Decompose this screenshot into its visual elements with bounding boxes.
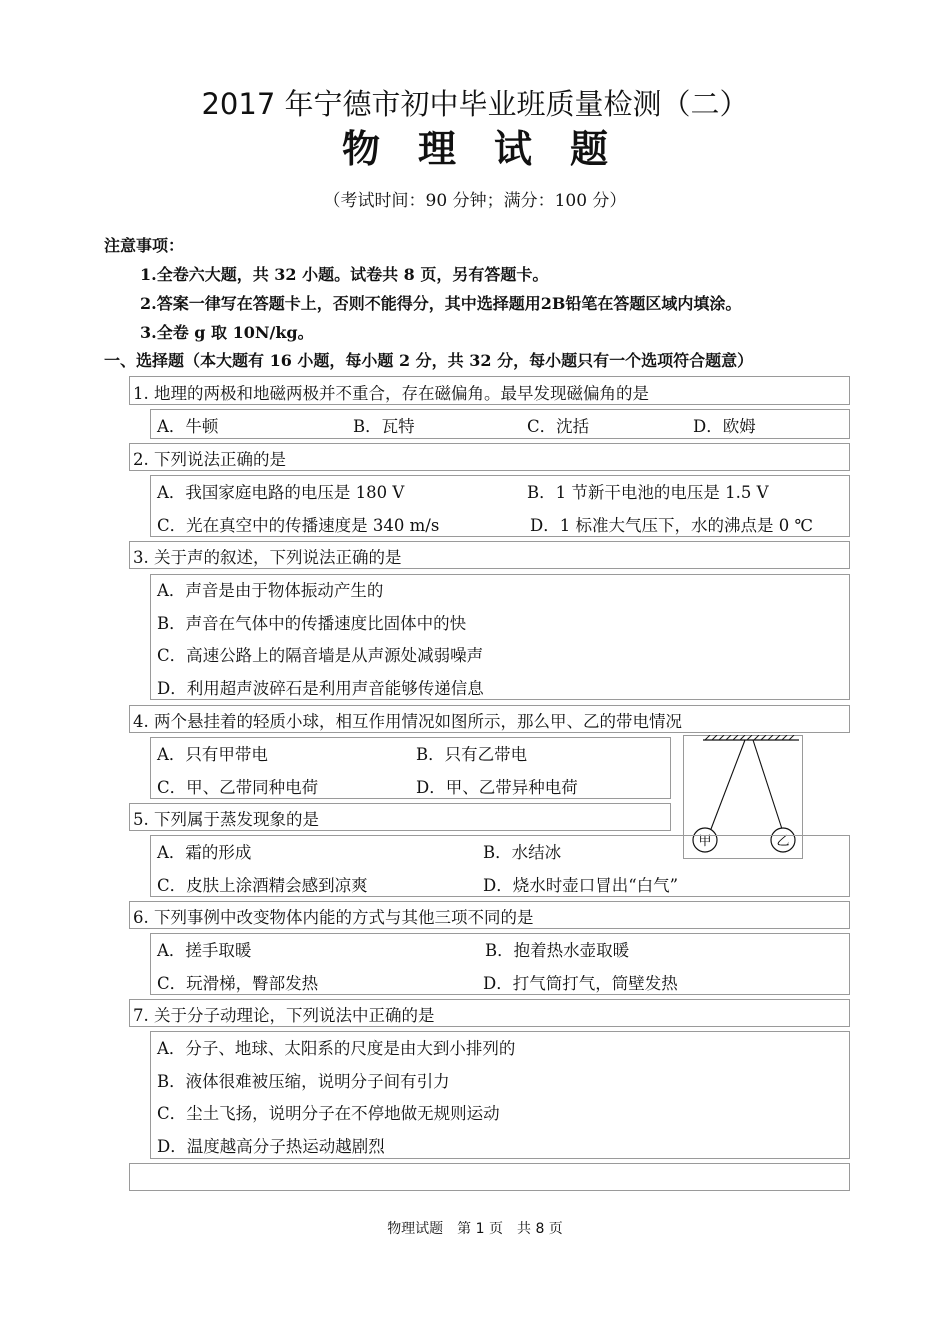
q5-option-d: D．烧水时壶口冒出“白气” <box>483 876 679 895</box>
page-footer: 物理试题 第 1 页 共 8 页 <box>387 1221 563 1237</box>
section-heading: 一、选择题（本大题有 16 小题，每小题 2 分，共 32 分，每小题只有一个选项符合题意） <box>104 351 754 370</box>
q2-option-b: B．1 节新干电池的电压是 1.5 V <box>527 483 769 502</box>
q1-option-b: B．瓦特 <box>353 417 415 436</box>
q7-option-c: C．尘土飞扬，说明分子在不停地做无规则运动 <box>157 1104 500 1123</box>
q1-option-c: C．沈括 <box>527 417 590 436</box>
q6-option-d: D．打气筒打气，筒壁发热 <box>483 974 678 993</box>
q4-option-a: A．只有甲带电 <box>157 745 268 764</box>
question-3-stem: 3. 关于声的叙述，下列说法正确的是 <box>133 548 402 567</box>
exam-title: 2017 年宁德市初中毕业班质量检测（二） <box>201 87 749 121</box>
q3-option-b: B．声音在气体中的传播速度比固体中的快 <box>157 614 467 633</box>
question-7-stem: 7. 关于分子动理论，下列说法中正确的是 <box>133 1006 435 1025</box>
notice-heading: 注意事项： <box>104 236 185 255</box>
question-6-stem: 6. 下列事例中改变物体内能的方式与其他三项不同的是 <box>133 908 534 927</box>
ball-yi-label: 乙 <box>776 834 790 849</box>
q1-option-a: A．牛顿 <box>157 417 219 436</box>
q4-option-c: C．甲、乙带同种电荷 <box>157 778 319 797</box>
empty-box <box>129 1163 850 1191</box>
question-1-stem: 1. 地理的两极和地磁两极并不重合，存在磁偏角。最早发现磁偏角的是 <box>133 384 649 403</box>
q5-option-c: C．皮肤上涂酒精会感到凉爽 <box>157 876 368 895</box>
q3-option-c: C．高速公路上的隔音墙是从声源处减弱噪声 <box>157 646 484 665</box>
q7-option-a: A．分子、地球、太阳系的尺度是由大到小排列的 <box>157 1039 516 1058</box>
question-5-stem: 5. 下列属于蒸发现象的是 <box>133 810 319 829</box>
q4-option-d: D．甲、乙带异种电荷 <box>416 778 578 797</box>
q3-option-a: A．声音是由于物体振动产生的 <box>157 581 384 600</box>
notice-item-3: 3.全卷 g 取 10N/kg。 <box>140 323 314 342</box>
q6-option-a: A．搓手取暖 <box>157 941 252 960</box>
q5-option-b: B．水结冰 <box>483 843 562 862</box>
q5-option-a: A．霜的形成 <box>157 843 252 862</box>
ball-jia-label: 甲 <box>698 834 712 849</box>
q7-option-d: D．温度越高分子热运动越剧烈 <box>157 1137 385 1156</box>
q7-option-b: B．液体很难被压缩，说明分子间有引力 <box>157 1072 450 1091</box>
q2-option-c: C．光在真空中的传播速度是 340 m/s <box>157 516 440 535</box>
q6-option-c: C．玩滑梯，臀部发热 <box>157 974 319 993</box>
question-4-stem: 4. 两个悬挂着的轻质小球，相互作用情况如图所示，那么甲、乙的带电情况 <box>133 712 682 731</box>
q6-option-b: B．抱着热水壶取暖 <box>485 941 630 960</box>
q2-option-a: A．我国家庭电路的电压是 180 V <box>157 483 405 502</box>
notice-item-1: 1.全卷六大题，共 32 小题。试卷共 8 页，另有答题卡。 <box>140 265 549 284</box>
question-2-stem: 2. 下列说法正确的是 <box>133 450 286 469</box>
notice-item-2: 2.答案一律写在答题卡上，否则不能得分，其中选择题用2B铅笔在答题区域内填涂。 <box>140 294 742 313</box>
exam-info: （考试时间：90 分钟；满分：100 分） <box>323 191 627 211</box>
q1-option-d: D．欧姆 <box>693 417 756 436</box>
subject-title: 物理试题 <box>341 126 646 171</box>
q4-option-b: B．只有乙带电 <box>416 745 528 764</box>
q3-option-d: D．利用超声波碎石是利用声音能够传递信息 <box>157 679 484 698</box>
q2-option-d: D．1 标准大气压下，水的沸点是 0 ℃ <box>530 516 813 535</box>
